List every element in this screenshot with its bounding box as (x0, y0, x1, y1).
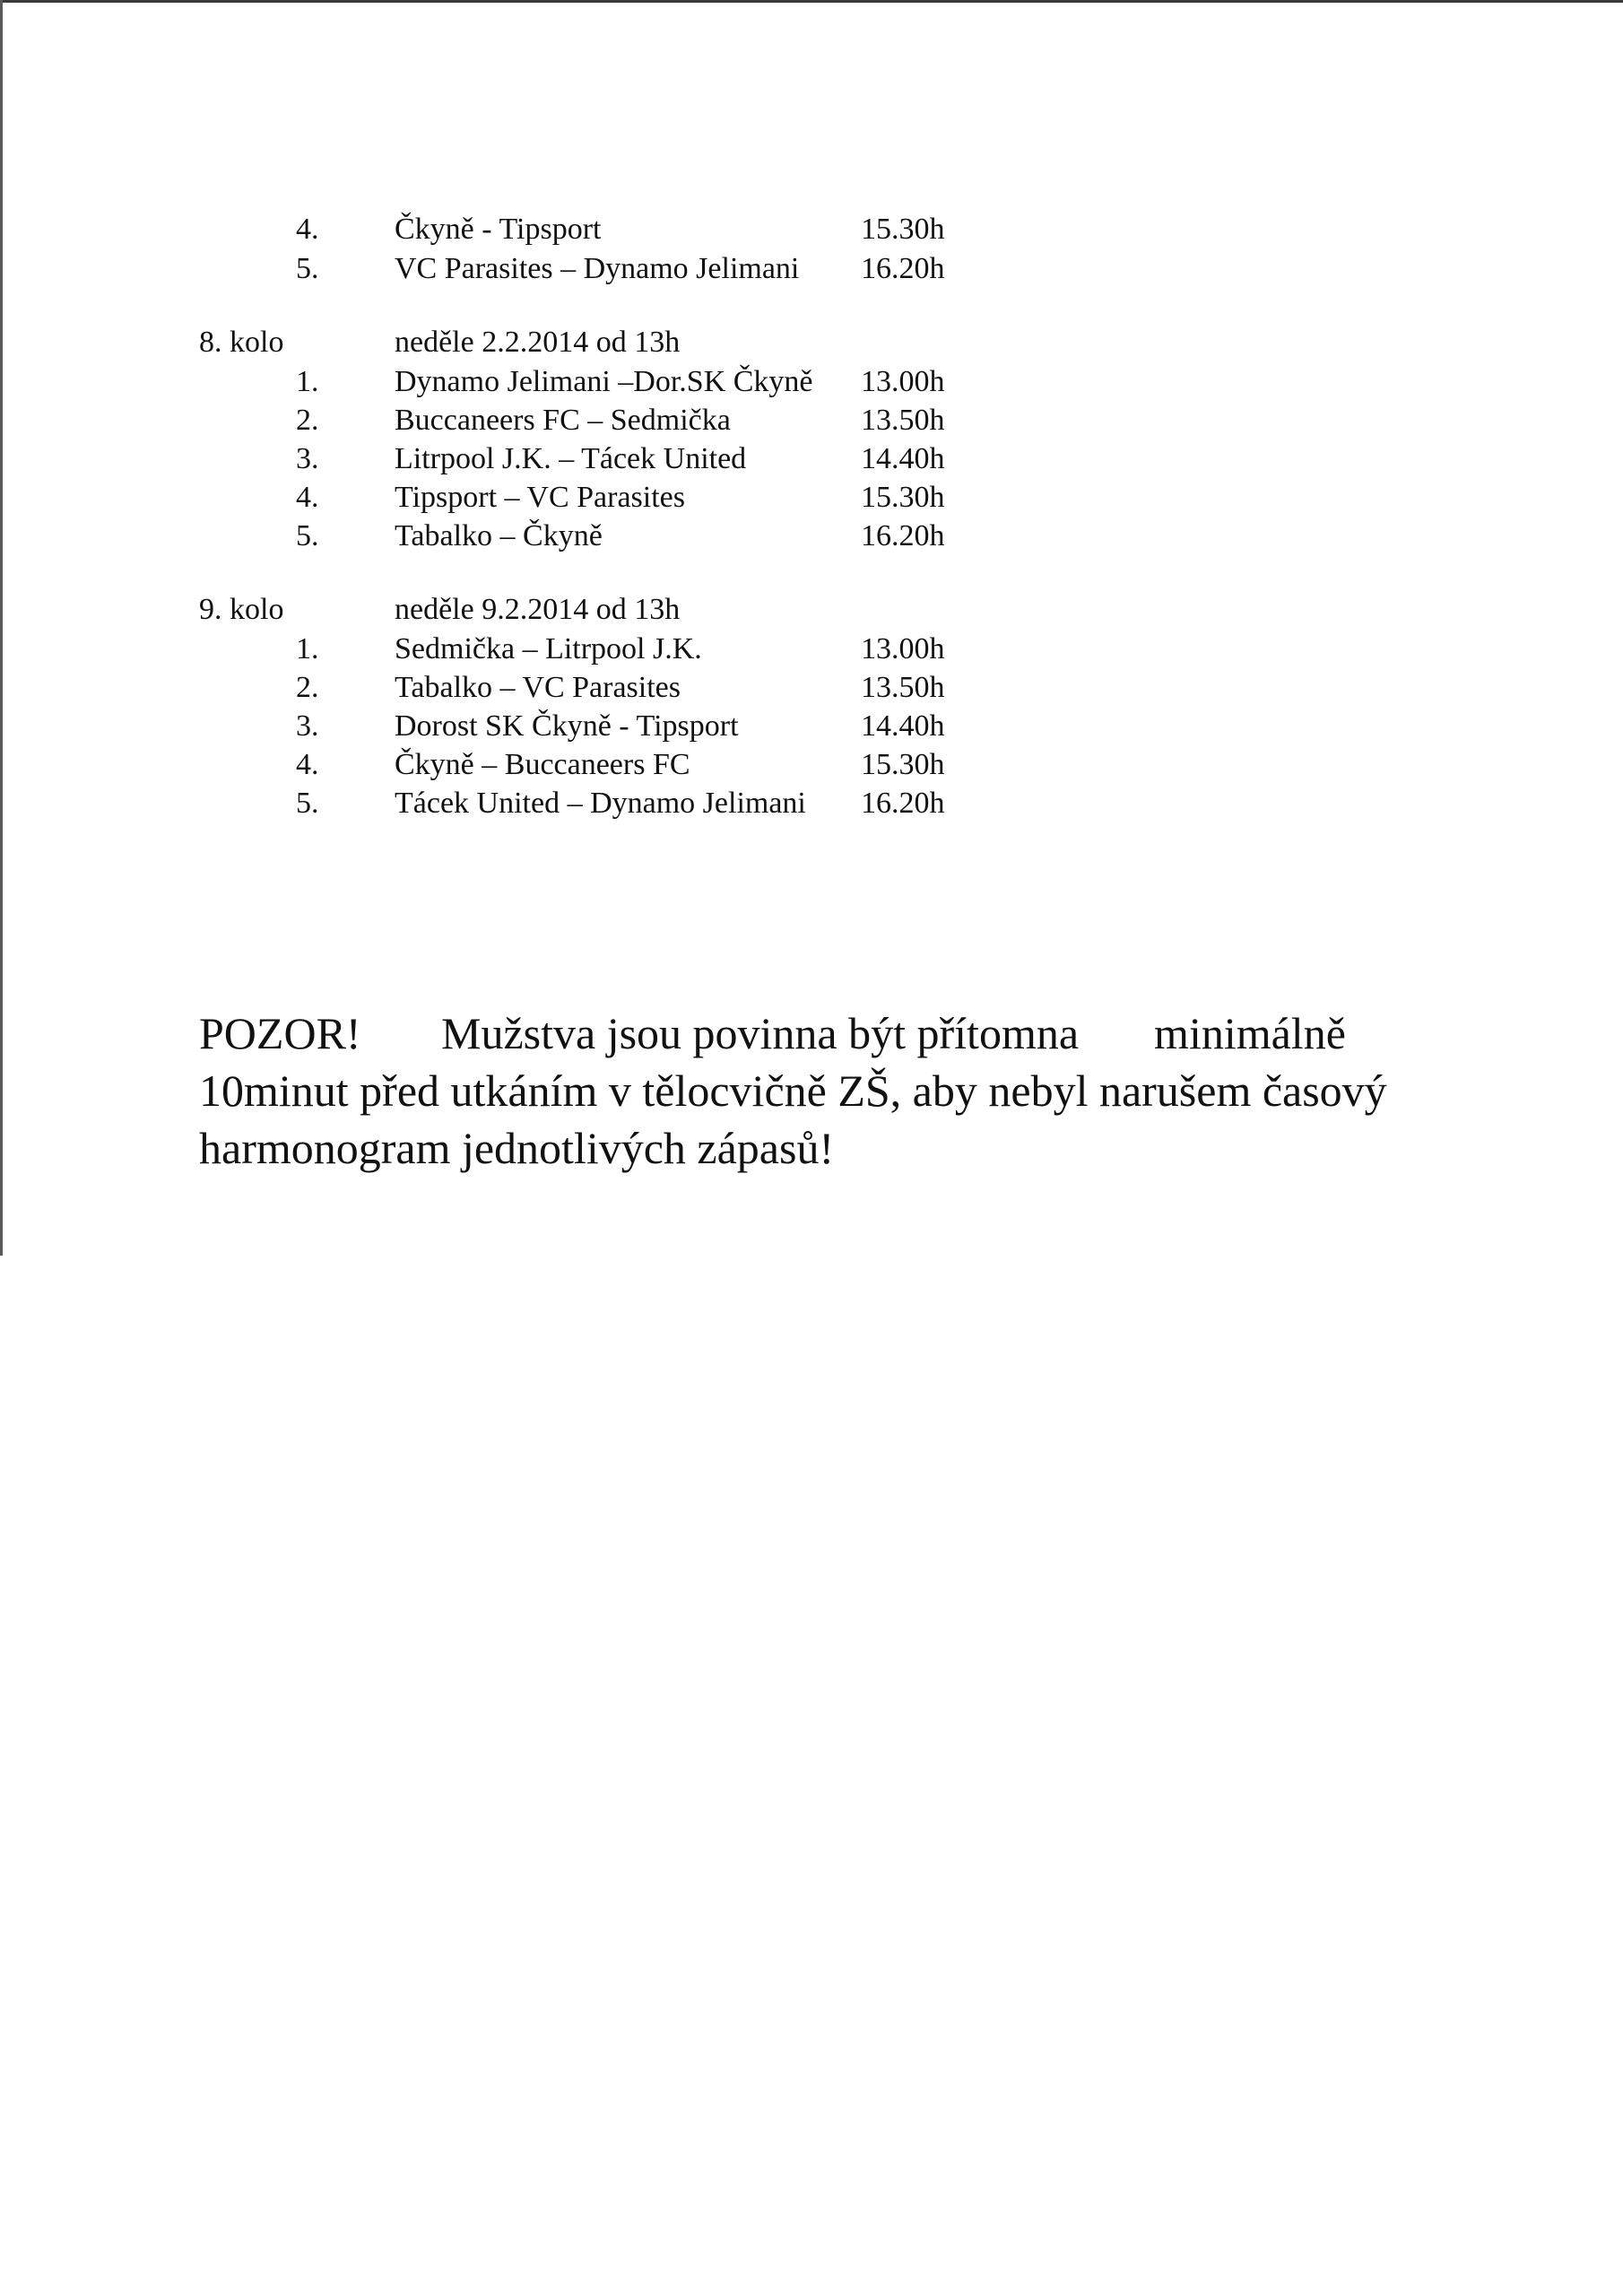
match-time: 15.30h (861, 481, 945, 514)
match-teams: Čkyně - Tipsport (395, 213, 602, 246)
match-number: 5. (296, 252, 319, 285)
scan-edge-left (0, 0, 3, 1256)
round-date: neděle 2.2.2014 od 13h (395, 326, 681, 359)
round-date: neděle 9.2.2014 od 13h (395, 593, 681, 626)
match-number: 5. (296, 787, 319, 820)
match-time: 13.50h (861, 671, 945, 704)
match-number: 2. (296, 404, 319, 437)
match-number: 1. (296, 632, 319, 665)
match-time: 16.20h (861, 787, 945, 820)
match-time: 14.40h (861, 442, 945, 475)
match-teams: Dynamo Jelimani –Dor.SK Čkyně (395, 365, 813, 398)
round-label: 9. kolo (199, 593, 284, 626)
match-time: 13.00h (861, 632, 945, 665)
match-teams: Tabalko – Čkyně (395, 519, 603, 552)
match-time: 14.40h (861, 709, 945, 743)
match-number: 5. (296, 519, 319, 552)
notice-warning-word: POZOR! (199, 1008, 361, 1058)
match-number: 3. (296, 442, 319, 475)
match-time: 15.30h (861, 748, 945, 781)
match-teams: VC Parasites – Dynamo Jelimani (395, 252, 800, 285)
match-time: 13.50h (861, 404, 945, 437)
match-number: 4. (296, 748, 319, 781)
match-time: 16.20h (861, 519, 945, 552)
match-time: 16.20h (861, 252, 945, 285)
notice-line: harmonogram jednotlivých zápasů! (199, 1123, 835, 1173)
match-teams: Tipsport – VC Parasites (395, 481, 685, 514)
notice-text: minimálně (1154, 1008, 1346, 1058)
notice-text: Mužstva jsou povinna být přítomna (441, 1008, 1080, 1058)
notice-line: 10minut před utkáním v tělocvičně ZŠ, aby nebyl narušem časový (199, 1065, 1387, 1116)
match-number: 4. (296, 213, 319, 246)
match-teams: Tabalko – VC Parasites (395, 671, 681, 704)
match-number: 1. (296, 365, 319, 398)
match-teams: Buccaneers FC – Sedmička (395, 404, 731, 437)
match-number: 2. (296, 671, 319, 704)
match-teams: Dorost SK Čkyně - Tipsport (395, 709, 739, 743)
match-teams: Litrpool J.K. – Tácek United (395, 442, 747, 475)
match-time: 13.00h (861, 365, 945, 398)
match-time: 15.30h (861, 213, 945, 246)
notice-line (199, 1004, 1436, 1062)
scan-edge-top (0, 0, 1623, 3)
match-teams: Čkyně – Buccaneers FC (395, 748, 690, 781)
match-number: 3. (296, 709, 319, 743)
match-number: 4. (296, 481, 319, 514)
notice-paragraph (199, 1004, 1436, 1177)
match-teams: Tácek United – Dynamo Jelimani (395, 787, 806, 820)
round-label: 8. kolo (199, 326, 284, 359)
match-teams: Sedmička – Litrpool J.K. (395, 632, 702, 665)
